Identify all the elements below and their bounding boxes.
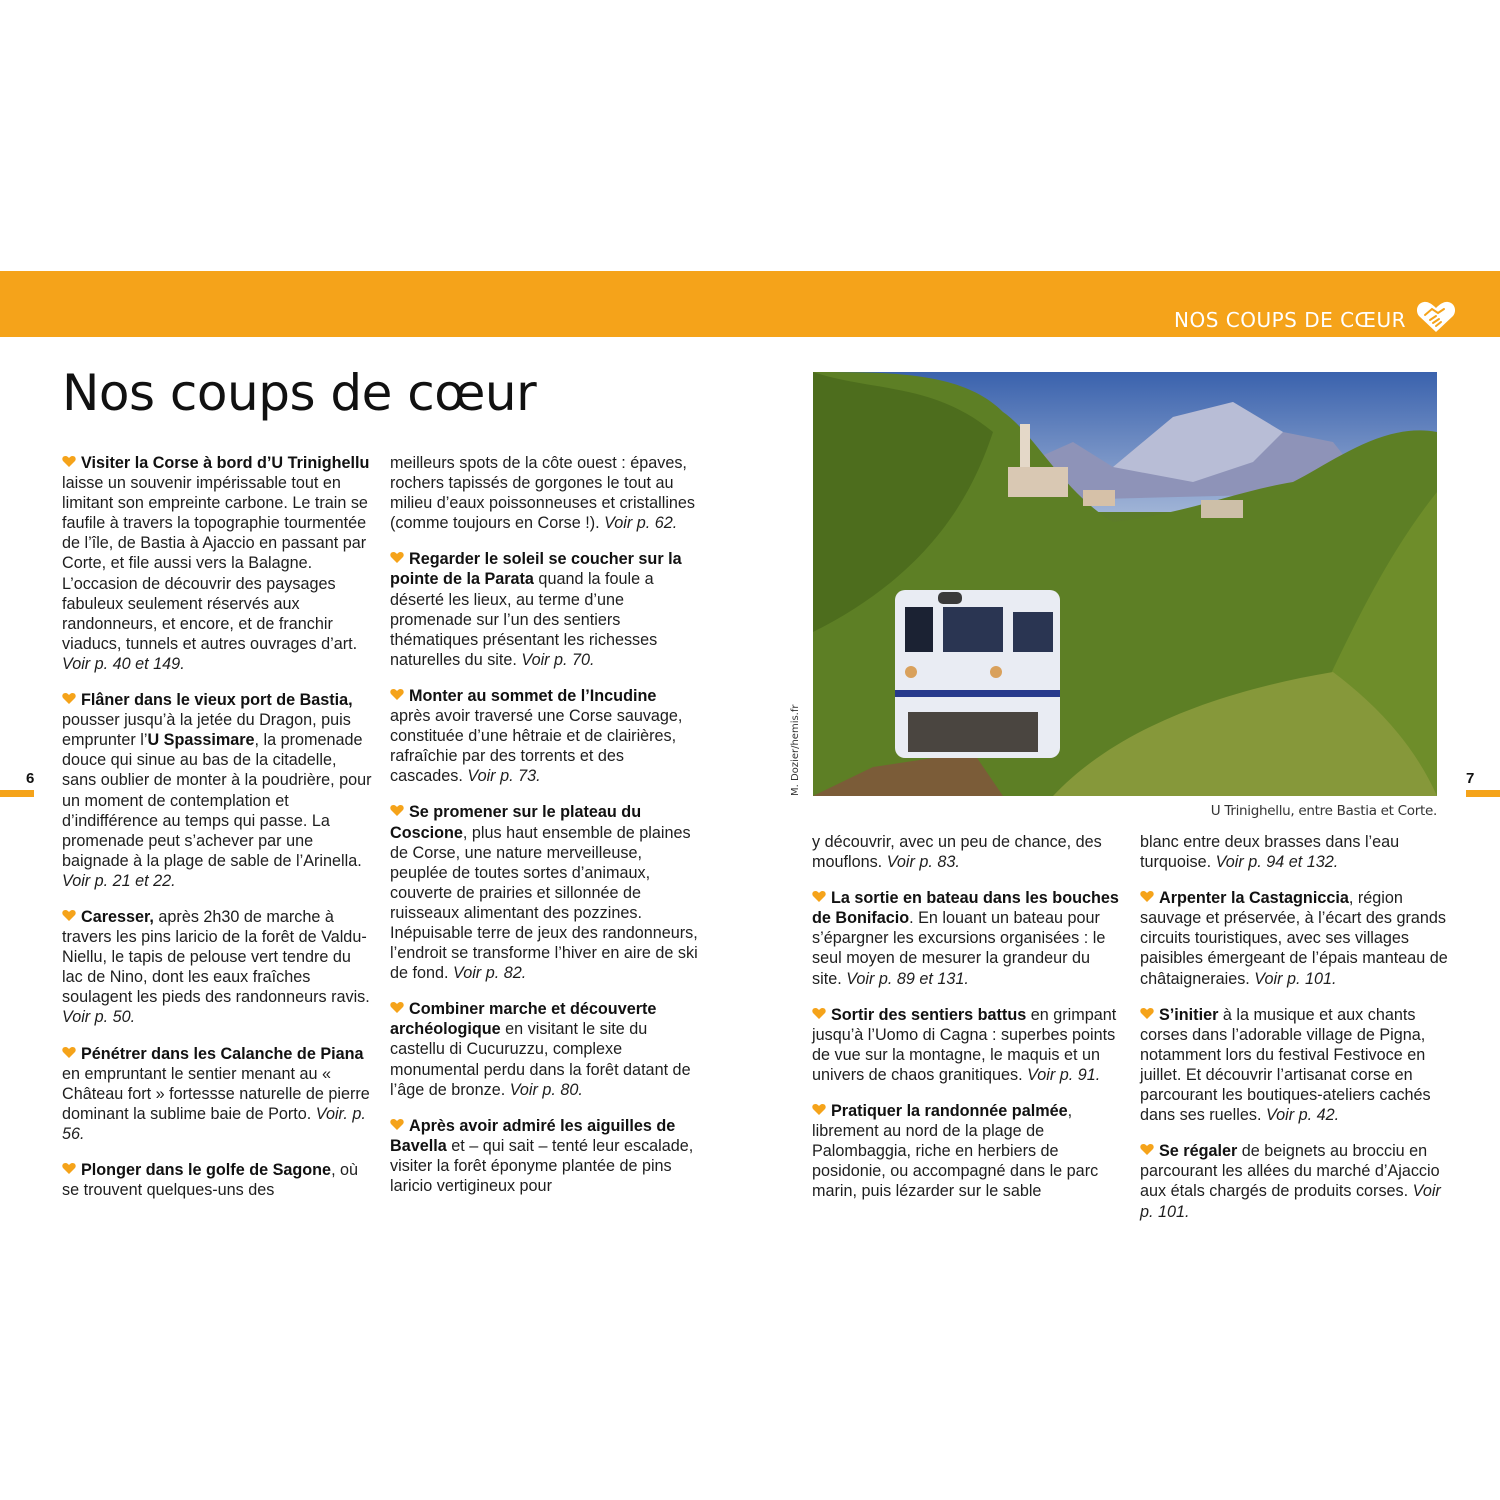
page-ref: Voir p. 21 et 22. [62,871,176,890]
item-text: , où se trouvent quelques-uns des [62,1161,359,1200]
heart-icon [1140,1144,1154,1155]
item-title: Flâner dans le vieux port de Bastia, [81,691,353,710]
list-item [1140,888,1450,988]
train [895,590,1060,758]
column-2 [390,453,700,1212]
list-item [62,1160,372,1200]
item-text: de beignets au brocciu en parcourant les allées du marché d’Ajaccio aux étals chargés de produits corses. [1140,1142,1440,1201]
heart-icon [1140,1008,1154,1019]
item-title: Visiter la Corse à bord d’U Trinighellu [81,454,370,472]
heart-icon [812,1104,826,1115]
item-text: , la promenade douce qui sinue au bas de la citadelle, sans oublier de monter à la poudrière, pour un moment de contemplation et d’indifférence au temps qui passe. La promenade peut s’achever par une baignade à la plage de sable de l’Arinella. [62,731,372,870]
item-text: laisse un souvenir impérissable tout en limitant son empreinte carbone. Le train se faufile à travers la topographie tourmentée de l’île, de Bastia à Ajaccio en passant par Corte, et file aussi vers la Balagne. L’occasion de découvrir des paysages fabuleux seulement réservés aux randonneurs, et encore, et de franchir viaducs, tunnels et autres ouvrages d’art. [62,474,368,653]
heart-icon [62,456,76,467]
photo-illustration [813,372,1437,796]
item-title: Se régaler [1159,1142,1238,1161]
page-ref: Voir p. 101. [1140,1182,1441,1221]
item-text: en grimpant jusqu’à l’Uomo di Cagna : superbes points de vue sur la montagne, le maquis et un univers de chaos granitiques. [812,1005,1117,1084]
list-item [1140,1141,1450,1221]
column-1 [62,453,372,1216]
item-text: et – qui sait – tenté leur escalade, visiter la forêt éponyme plantée de pins laricio vertigineux pour [390,1136,694,1195]
page-ref: Voir p. 42. [1265,1106,1340,1125]
item-title: La sortie en bateau dans les bouches de Bonifacio [812,889,1119,928]
handshake-heart-icon [1416,301,1456,333]
section-label: NOS COUPS DE CŒUR [1173,308,1406,332]
list-item [812,1101,1122,1201]
item-text: après 2h30 de marche à travers les pins laricio de la forêt de Valdu-Niellu, le tapis de pelouse vert tendre du lac de Nino, dont les eaux fraîches soulagent les pieds des randonneurs ravis. [62,907,370,1007]
heart-icon [390,1119,404,1130]
heart-icon [390,689,404,700]
heart-icon [62,1047,76,1058]
heart-icon [1140,891,1154,902]
column-3 [812,832,1122,1218]
item-text: après avoir traversé une Corse sauvage, constituée d’une hêtraie et de clairières, rafraîchie par des torrents et des cascades. [390,707,683,786]
heart-icon [62,910,76,921]
list-item [62,907,372,1028]
train-photo [813,372,1437,796]
item-title: Arpenter la Castagniccia [1159,889,1349,908]
list-item [812,888,1122,988]
page-ref: Voir p. 80. [509,1080,583,1099]
item-text: pousser jusqu’à la jetée du Dragon, puis emprunter l’ [62,711,351,750]
item-text: . En louant un bateau pour s’épargner les excursions organisées : le seul moyen de mesurer la grandeur du site. [812,909,1106,988]
page-ref: Voir p. 101. [1254,969,1337,988]
item-highlight: U Spassimare [147,731,255,750]
item-title: Se promener sur le plateau du Coscione [390,803,642,842]
heart-icon [812,1008,826,1019]
heart-icon [62,1163,76,1174]
page-marker-right [1466,790,1500,797]
heart-icon [390,552,404,563]
page-ref: Voir p. 89 et 131. [846,969,969,988]
list-item [390,686,700,786]
list-item [62,453,372,674]
list-item-continuation [390,453,700,533]
list-item [812,1005,1122,1085]
page-ref: Voir p. 40 et 149. [62,654,185,673]
column-4 [1140,832,1450,1238]
item-title: Sortir des sentiers battus [831,1005,1027,1024]
heart-icon [812,891,826,902]
page-ref: Voir p. 83. [886,853,960,872]
item-title: Après avoir admiré les aiguilles de Bavella [390,1116,676,1155]
page-ref: Voir p. 91. [1027,1065,1101,1084]
heart-icon [390,805,404,816]
list-item [62,1044,372,1144]
section-header-band [0,271,1500,337]
list-item [390,1116,700,1196]
list-item [390,999,700,1099]
item-text: meilleurs spots de la côte ouest : épaves, rochers tapissés de gorgones le tout au milieu d’eaux poissonneuses et cristallines (comme toujours en Corse !). [390,454,696,533]
page-ref: Voir p. 94 et 132. [1215,853,1339,872]
page-ref: Voir p. 70. [521,650,595,669]
item-title: Caresser, [81,907,154,926]
list-item [62,690,372,891]
list-item-continuation [1140,832,1450,872]
heart-icon [62,693,76,704]
item-title: Plonger dans le golfe de Sagone [81,1161,332,1179]
item-title: S’initier [1159,1005,1219,1024]
page-number-right: 7 [1466,770,1475,787]
list-item [390,549,700,670]
page-ref: Voir p. 82. [453,964,527,983]
page-ref: Voir. p. 56. [62,1104,366,1143]
heart-icon [390,1002,404,1013]
page-number-left: 6 [26,770,35,787]
list-item [390,802,700,983]
item-title: Monter au sommet de l’Incudine [409,686,657,705]
item-title: Pénétrer dans les Calanche de Piana [81,1044,364,1063]
item-title: Combiner marche et découverte archéologique [390,1000,657,1039]
page-ref: Voir p. 50. [62,1008,136,1027]
item-text: , plus haut ensemble de plaines de Corse, une nature merveilleuse, peuplée de toutes sortes d’animaux, couverte de prairies et sillonnée de ruisseaux alimentant des pozzines. Inépuisable terre de jeux des randonneurs, l’endroit se transforme l’hiver en aire de ski de fond. [390,823,698,983]
photo-caption: U Trinighellu, entre Bastia et Corte. [1210,803,1437,819]
page-ref: Voir p. 73. [467,767,541,786]
item-text: en visitant le site du castellu di Cucuruzzu, complexe monumental perdu dans la forêt datant de l’âge de bronze. [390,1020,691,1099]
list-item-continuation [812,832,1122,872]
page-title: Nos coups de cœur [62,364,537,422]
item-text: y découvrir, avec un peu de chance, des mouflons. [812,833,1102,872]
item-text: , librement au nord de la plage de Palombaggia, riche en herbiers de posidonie, ou accompagné dans le parc marin, puis lézarder sur le sable [812,1102,1099,1201]
item-text: quand la foule a déserté les lieux, au terme d’une promenade sur l’un des sentiers thématiques présentant les richesses naturelles du site. [390,570,658,669]
page-ref: Voir p. 62. [604,514,678,533]
item-title: Regarder le soleil se coucher sur la pointe de la Parata [390,550,682,589]
item-title: Pratiquer la randonnée palmée [831,1102,1068,1121]
item-text: en empruntant le sentier menant au « Château fort » fortessse naturelle de pierre dominant la sublime baie de Porto. [62,1064,370,1123]
photo-credit: M. Dozier/hemis.fr [790,704,801,796]
item-text: à la musique et aux chants corses dans l’adorable village de Pigna, notamment lors du festival Festivoce en juillet. Et découvrir l’artisanat corse en parcourant les boutiques-ateliers cachés dans ses ruelles. [1140,1005,1431,1125]
list-item [1140,1005,1450,1126]
page-marker-left [0,790,34,797]
item-text: blanc entre deux brasses dans l’eau turquoise. [1140,833,1400,872]
item-text: , région sauvage et préservée, à l’écart des grands circuits touristiques, avec ses villages paisibles émergeant de l’épais manteau de châtaigneraies. [1140,889,1448,988]
